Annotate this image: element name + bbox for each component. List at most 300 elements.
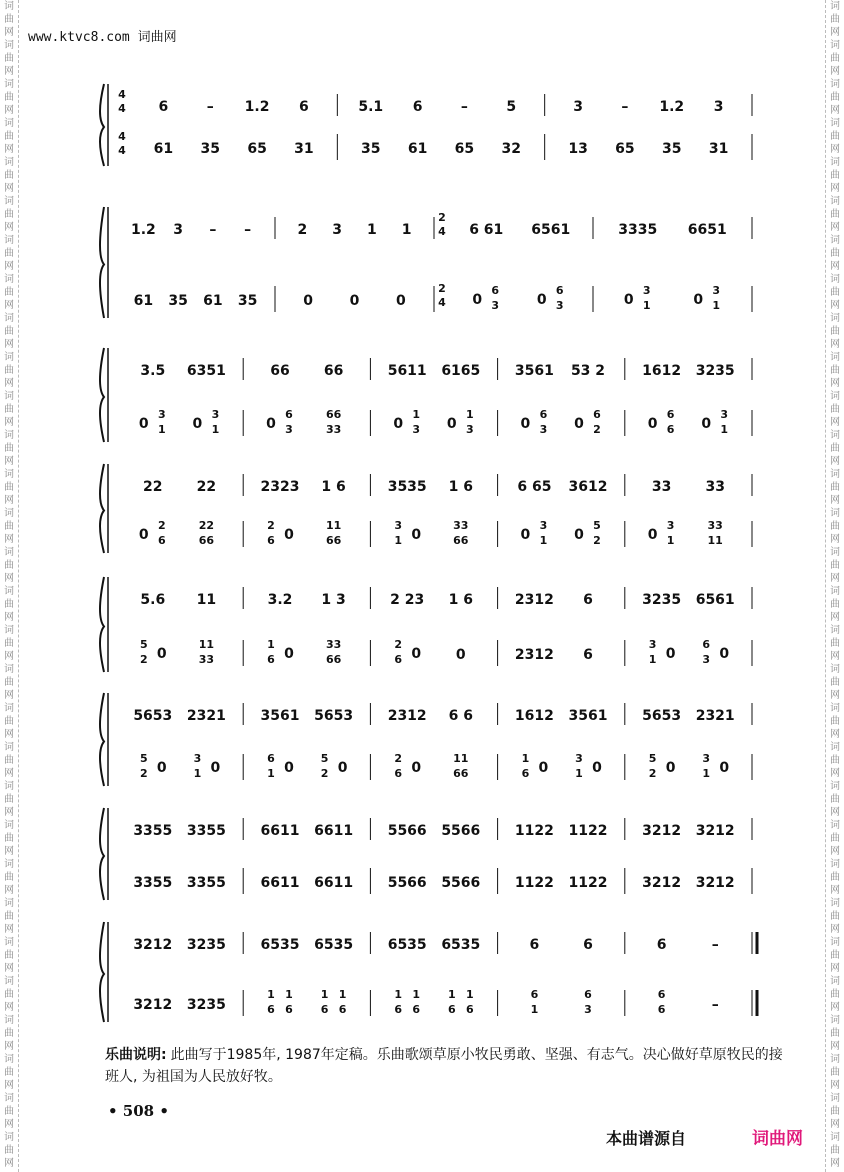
watermark-char: 网 xyxy=(4,885,14,896)
chord-lower: 1 xyxy=(267,767,275,780)
chord-upper: 33 xyxy=(453,519,469,532)
chord-lower: 1 xyxy=(575,767,583,780)
bottom-note: 35 xyxy=(662,141,682,157)
chord-upper: 6 xyxy=(702,638,711,651)
top-note: 66 xyxy=(323,363,344,379)
bottom-note: 35 xyxy=(361,141,381,157)
watermark-char: 曲 xyxy=(4,365,14,376)
watermark-char: 词 xyxy=(4,235,14,246)
watermark-char: 词 xyxy=(830,430,840,441)
chord-upper: 6 xyxy=(584,988,592,1001)
top-note: – xyxy=(206,99,214,115)
top-note: 1 6 xyxy=(448,592,473,608)
bottom-note: 0 xyxy=(665,760,676,776)
watermark-char: 曲 xyxy=(830,1067,840,1078)
top-note: 3612 xyxy=(568,479,608,495)
top-note: 6611 xyxy=(260,823,300,839)
watermark-char: 曲 xyxy=(830,482,840,493)
bottom-note: 0 xyxy=(284,760,294,776)
chord-lower: 1 xyxy=(539,534,548,547)
time-signature-top: 4 xyxy=(118,130,126,143)
top-note: 6 6 xyxy=(448,708,473,724)
top-note: 1122 xyxy=(514,823,554,839)
bottom-note: 0 xyxy=(411,646,422,662)
watermark-char: 曲 xyxy=(4,1067,14,1078)
watermark-char: 词 xyxy=(4,976,14,987)
chord-upper: 2 xyxy=(394,638,403,651)
watermark-char: 词 xyxy=(4,118,14,129)
chord-lower: 1 xyxy=(702,767,711,780)
watermark-char: 曲 xyxy=(4,833,14,844)
chord-upper: 1 xyxy=(394,988,403,1001)
bottom-note: 0 xyxy=(192,416,203,432)
watermark-char: 曲 xyxy=(830,872,840,883)
chord-lower: 1 xyxy=(394,534,403,547)
watermark-char: 词 xyxy=(830,664,840,675)
watermark-char: 曲 xyxy=(830,287,840,298)
bottom-note: 61 xyxy=(153,141,174,157)
chord-upper: 3 xyxy=(642,284,651,297)
time-signature-bottom: 4 xyxy=(438,296,446,309)
watermark-char: 网 xyxy=(4,339,14,350)
system-brace xyxy=(100,922,104,1022)
watermark-char: 网 xyxy=(830,456,840,467)
watermark-char: 网 xyxy=(830,417,840,428)
top-note: 5 xyxy=(506,99,517,115)
bottom-note: 61 xyxy=(203,293,223,309)
chord-lower: 2 xyxy=(320,767,329,780)
top-note: 1.2 xyxy=(130,222,156,238)
chord-upper: 3 xyxy=(157,408,166,421)
chord-lower: 3 xyxy=(412,423,421,436)
chord-upper: 1 xyxy=(285,988,293,1001)
chord-lower: 3 xyxy=(555,299,564,312)
watermark-char: 词 xyxy=(4,703,14,714)
watermark-char: 网 xyxy=(4,222,14,233)
watermark-char: 网 xyxy=(4,846,14,857)
top-note: 2312 xyxy=(387,708,427,724)
top-note: 3.5 xyxy=(140,363,166,379)
top-note: 3561 xyxy=(260,708,300,724)
watermark-char: 曲 xyxy=(4,989,14,1000)
bottom-note: 3235 xyxy=(186,997,226,1013)
chord-lower: 33 xyxy=(325,423,342,436)
bottom-note: 0 xyxy=(574,416,584,432)
system-brace xyxy=(100,464,104,553)
chord-upper: 2 xyxy=(267,519,275,532)
watermark-char: 网 xyxy=(4,1080,14,1091)
top-note: 6535 xyxy=(314,937,354,953)
chord-lower: 2 xyxy=(139,767,148,780)
watermark-char: 词 xyxy=(4,1093,14,1104)
watermark-char: 曲 xyxy=(830,1145,840,1156)
watermark-char: 网 xyxy=(830,885,840,896)
watermark-char: 曲 xyxy=(4,287,14,298)
watermark-char: 曲 xyxy=(830,131,840,142)
watermark-char: 词 xyxy=(4,937,14,948)
watermark-char: 网 xyxy=(830,534,840,545)
top-note: 22 xyxy=(143,479,163,495)
chord-lower: 6 xyxy=(657,1003,666,1016)
chord-upper: 5 xyxy=(139,752,148,765)
bottom-note: 0 xyxy=(138,416,149,432)
bottom-note: 0 xyxy=(520,527,531,543)
watermark-char: 曲 xyxy=(830,14,840,25)
chord-upper: 6 xyxy=(657,988,666,1001)
top-note: 3 xyxy=(713,99,724,115)
explanation-text: 此曲写于1985年, 1987年定稿。乐曲歌颂草原小牧民勇敢、坚强、有志气。决心做好草原牧民的接班人, 为祖国为人民放好牧。 xyxy=(105,1047,783,1085)
chord-upper: 33 xyxy=(707,519,723,532)
bottom-note: 0 xyxy=(411,760,422,776)
bottom-note: 31 xyxy=(708,141,729,157)
top-note: 53 2 xyxy=(570,363,606,379)
chord-lower: 66 xyxy=(325,534,342,547)
chord-lower: 3 xyxy=(491,299,500,312)
chord-upper: 1 xyxy=(338,988,347,1001)
chord-lower: 6 xyxy=(394,1003,403,1016)
watermark-char: 曲 xyxy=(830,170,840,181)
chord-lower: 3 xyxy=(285,423,293,436)
top-note: 6 xyxy=(583,592,593,608)
chord-lower: 6 xyxy=(666,423,675,436)
watermark-char: 曲 xyxy=(830,521,840,532)
watermark-char: 词 xyxy=(830,1054,840,1065)
bottom-note: 0 xyxy=(592,760,602,776)
watermark-char: 网 xyxy=(830,339,840,350)
top-note: 3 xyxy=(332,222,342,238)
watermark-char: 曲 xyxy=(4,209,14,220)
bottom-note: 3355 xyxy=(133,875,173,891)
watermark-char: 词 xyxy=(4,859,14,870)
watermark-char: 曲 xyxy=(4,872,14,883)
chord-upper: 3 xyxy=(575,752,583,765)
watermark-char: 网 xyxy=(830,27,840,38)
watermark-char: 曲 xyxy=(4,170,14,181)
watermark-char: 曲 xyxy=(830,599,840,610)
top-note: 1.2 xyxy=(659,99,685,115)
watermark-char: 词 xyxy=(4,508,14,519)
chord-upper: 3 xyxy=(666,519,675,532)
watermark-char: 网 xyxy=(830,261,840,272)
top-note: 3561 xyxy=(514,363,554,379)
chord-lower: 1 xyxy=(648,653,657,666)
watermark-char: 词 xyxy=(4,469,14,480)
bottom-note: 5566 xyxy=(387,875,427,891)
watermark-char: 网 xyxy=(830,924,840,935)
watermark-char: 词 xyxy=(830,859,840,870)
bottom-note: 35 xyxy=(237,293,258,309)
watermark-char: 网 xyxy=(4,456,14,467)
top-note: 6535 xyxy=(260,937,300,953)
chord-upper: 22 xyxy=(198,519,215,532)
bottom-note: 0 xyxy=(303,293,314,309)
music-explanation xyxy=(105,1044,785,1088)
watermark-char: 词 xyxy=(4,586,14,597)
chord-lower: 1 xyxy=(211,423,220,436)
top-note: 2321 xyxy=(186,708,226,724)
watermark-char: 词 xyxy=(830,742,840,753)
top-note: 2323 xyxy=(260,479,300,495)
watermark-char: 网 xyxy=(4,690,14,701)
top-note: 3235 xyxy=(695,363,735,379)
chord-lower: 6 xyxy=(320,1003,329,1016)
watermark-char: 曲 xyxy=(830,365,840,376)
chord-upper: 3 xyxy=(193,752,202,765)
chord-upper: 1 xyxy=(320,988,329,1001)
watermark-char: 词 xyxy=(4,742,14,753)
top-note: 5653 xyxy=(133,708,173,724)
watermark-char: 网 xyxy=(4,66,14,77)
system-brace xyxy=(100,808,104,900)
bottom-note: 6611 xyxy=(314,875,354,891)
bottom-note: 65 xyxy=(247,141,267,157)
top-note: 1122 xyxy=(568,823,608,839)
watermark-char: 曲 xyxy=(4,14,14,25)
source-text: 本曲谱源自 xyxy=(606,1129,687,1148)
watermark-char: 网 xyxy=(4,807,14,818)
top-note: 6535 xyxy=(387,937,427,953)
system-brace xyxy=(100,348,104,442)
watermark-char: 曲 xyxy=(4,1106,14,1117)
top-note: 3561 xyxy=(568,708,608,724)
watermark-char: 网 xyxy=(4,573,14,584)
top-note: 3355 xyxy=(186,823,226,839)
watermark-char: 网 xyxy=(4,378,14,389)
bottom-note: 1122 xyxy=(514,875,554,891)
chord-lower: 66 xyxy=(453,534,469,547)
watermark-char: 词 xyxy=(830,508,840,519)
chord-lower: 1 xyxy=(530,1003,539,1016)
top-note: 3355 xyxy=(133,823,173,839)
watermark-char: 曲 xyxy=(4,677,14,688)
bottom-note: 0 xyxy=(719,760,730,776)
chord-upper: 1 xyxy=(521,752,530,765)
top-note: 3235 xyxy=(642,592,682,608)
chord-upper: 2 xyxy=(394,752,403,765)
top-note: – xyxy=(460,99,468,115)
time-signature-top: 4 xyxy=(118,88,126,101)
bottom-note: 35 xyxy=(168,293,188,309)
bottom-note: 0 xyxy=(156,760,167,776)
watermark-char: 曲 xyxy=(830,326,840,337)
bottom-note: 3212 xyxy=(133,997,173,1013)
watermark-char: 曲 xyxy=(830,989,840,1000)
watermark-char: 曲 xyxy=(830,677,840,688)
chord-upper: 1 xyxy=(267,988,275,1001)
watermark-char: 词 xyxy=(830,937,840,948)
watermark-char: 网 xyxy=(4,300,14,311)
watermark-char: 曲 xyxy=(4,950,14,961)
watermark-char: 词 xyxy=(830,1015,840,1026)
watermark-char: 词 xyxy=(4,157,14,168)
watermark-char: 曲 xyxy=(4,1145,14,1156)
chord-lower: 6 xyxy=(267,1003,275,1016)
bottom-note: 0 xyxy=(411,527,422,543)
watermark-char: 曲 xyxy=(4,560,14,571)
watermark-char: 词 xyxy=(4,781,14,792)
bottom-note: 0 xyxy=(647,527,658,543)
watermark-char: 词 xyxy=(4,391,14,402)
bottom-note: 65 xyxy=(615,141,635,157)
bottom-note: 6 xyxy=(583,647,593,663)
top-note: 66 xyxy=(270,363,290,379)
bottom-note: 0 xyxy=(693,292,704,308)
watermark-char: 网 xyxy=(830,612,840,623)
watermark-char: 词 xyxy=(830,274,840,285)
top-note: 3.2 xyxy=(267,592,293,608)
watermark-char: 网 xyxy=(4,924,14,935)
top-note: 5653 xyxy=(642,708,682,724)
bottom-note: 0 xyxy=(538,760,549,776)
chord-lower: 6 xyxy=(267,653,275,666)
watermark-char: 曲 xyxy=(4,326,14,337)
chord-upper: 1 xyxy=(267,638,275,651)
chord-upper: 6 xyxy=(267,752,275,765)
watermark-char: 词 xyxy=(4,547,14,558)
top-note: 3212 xyxy=(695,823,735,839)
watermark-char: 词 xyxy=(830,586,840,597)
watermark-char: 词 xyxy=(830,898,840,909)
chord-upper: 1 xyxy=(412,408,421,421)
chord-lower: 2 xyxy=(648,767,657,780)
chord-upper: 6 xyxy=(666,408,675,421)
top-note: 6 xyxy=(529,937,540,953)
chord-upper: 3 xyxy=(702,752,711,765)
top-note: 33 xyxy=(651,479,672,495)
watermark-char: 词 xyxy=(830,352,840,363)
watermark-char: 网 xyxy=(4,534,14,545)
bottom-note: 6611 xyxy=(260,875,300,891)
watermark-char: 词 xyxy=(830,196,840,207)
top-note: 2321 xyxy=(695,708,735,724)
top-note: 5611 xyxy=(387,363,427,379)
top-note: 3235 xyxy=(186,937,226,953)
bottom-note: 31 xyxy=(294,141,314,157)
bottom-note: – xyxy=(711,997,719,1013)
watermark-char: 词 xyxy=(830,1,840,12)
bottom-note: 0 xyxy=(701,416,712,432)
watermark-char: 曲 xyxy=(830,833,840,844)
chord-upper: 6 xyxy=(555,284,564,297)
top-note: 2312 xyxy=(514,592,554,608)
watermark-char: 网 xyxy=(830,222,840,233)
watermark-char: 词 xyxy=(4,1015,14,1026)
bottom-note: 3212 xyxy=(642,875,682,891)
watermark-char: 曲 xyxy=(830,92,840,103)
watermark-char: 词 xyxy=(830,1093,840,1104)
watermark-char: 曲 xyxy=(4,911,14,922)
top-note: 3 xyxy=(173,222,183,238)
watermark-char: 网 xyxy=(830,1080,840,1091)
watermark-char: 词 xyxy=(4,274,14,285)
top-note: 1 xyxy=(401,222,412,238)
watermark-char: 词 xyxy=(830,157,840,168)
watermark-char: 曲 xyxy=(830,716,840,727)
top-note: 11 xyxy=(196,592,217,608)
chord-upper: 6 xyxy=(530,988,539,1001)
chord-lower: 3 xyxy=(539,423,548,436)
time-signature-bottom: 4 xyxy=(438,225,446,238)
chord-lower: 6 xyxy=(267,534,275,547)
bottom-note: 3212 xyxy=(695,875,735,891)
top-note: 3335 xyxy=(618,222,658,238)
chord-lower: 6 xyxy=(412,1003,421,1016)
chord-lower: 1 xyxy=(642,299,651,312)
chord-upper: 1 xyxy=(465,988,474,1001)
bottom-note: 0 xyxy=(472,292,483,308)
explanation-label: 乐曲说明: xyxy=(105,1047,167,1063)
chord-lower: 6 xyxy=(521,767,530,780)
chord-upper: 3 xyxy=(720,408,729,421)
chord-lower: 6 xyxy=(157,534,166,547)
chord-upper: 5 xyxy=(648,752,657,765)
chord-lower: 66 xyxy=(325,653,342,666)
watermark-char: 曲 xyxy=(830,638,840,649)
watermark-char: 网 xyxy=(830,807,840,818)
time-signature-bottom: 4 xyxy=(118,102,126,115)
system-brace xyxy=(100,207,104,318)
watermark-char: 网 xyxy=(830,963,840,974)
watermark-char: 网 xyxy=(830,846,840,857)
watermark-char: 网 xyxy=(4,612,14,623)
top-note: 1 3 xyxy=(321,592,346,608)
watermark-char: 词 xyxy=(830,547,840,558)
top-note: 5.6 xyxy=(140,592,166,608)
bottom-note: 0 xyxy=(210,760,221,776)
watermark-char: 网 xyxy=(4,1041,14,1052)
chord-lower: 6 xyxy=(285,1003,293,1016)
watermark-char: 网 xyxy=(4,768,14,779)
chord-upper: 3 xyxy=(539,519,548,532)
top-note: 3535 xyxy=(387,479,427,495)
watermark-char: 曲 xyxy=(830,794,840,805)
chord-upper: 11 xyxy=(198,638,215,651)
watermark-char: 网 xyxy=(830,1119,840,1130)
chord-upper: 5 xyxy=(139,638,148,651)
time-signature-top: 2 xyxy=(438,282,446,295)
top-note: 22 xyxy=(196,479,217,495)
watermark-char: 词 xyxy=(830,469,840,480)
watermark-char: 曲 xyxy=(4,521,14,532)
bottom-note: 3355 xyxy=(186,875,226,891)
chord-upper: 1 xyxy=(412,988,421,1001)
top-note: 6 xyxy=(656,937,667,953)
watermark-char: 网 xyxy=(830,1158,840,1169)
watermark-char: 曲 xyxy=(4,755,14,766)
bottom-note: 0 xyxy=(393,416,404,432)
watermark-char: 词 xyxy=(830,79,840,90)
watermark-char: 网 xyxy=(4,144,14,155)
top-note: 6 61 xyxy=(469,222,504,238)
watermark-char: 词 xyxy=(830,1132,840,1143)
watermark-char: 词 xyxy=(4,1132,14,1143)
chord-upper: 66 xyxy=(325,408,342,421)
top-note: – xyxy=(621,99,629,115)
top-note: 1 6 xyxy=(448,479,473,495)
watermark-char: 曲 xyxy=(4,482,14,493)
time-signature-top: 2 xyxy=(438,211,446,224)
watermark-char: 网 xyxy=(830,105,840,116)
top-note: – xyxy=(244,222,252,238)
watermark-char: 曲 xyxy=(830,560,840,571)
chord-lower: 6 xyxy=(394,653,403,666)
top-note: 5.1 xyxy=(358,99,384,115)
watermark-char: 曲 xyxy=(4,716,14,727)
watermark-char: 网 xyxy=(4,417,14,428)
chord-upper: 2 xyxy=(157,519,166,532)
watermark-char: 网 xyxy=(4,1002,14,1013)
watermark-char: 曲 xyxy=(4,599,14,610)
